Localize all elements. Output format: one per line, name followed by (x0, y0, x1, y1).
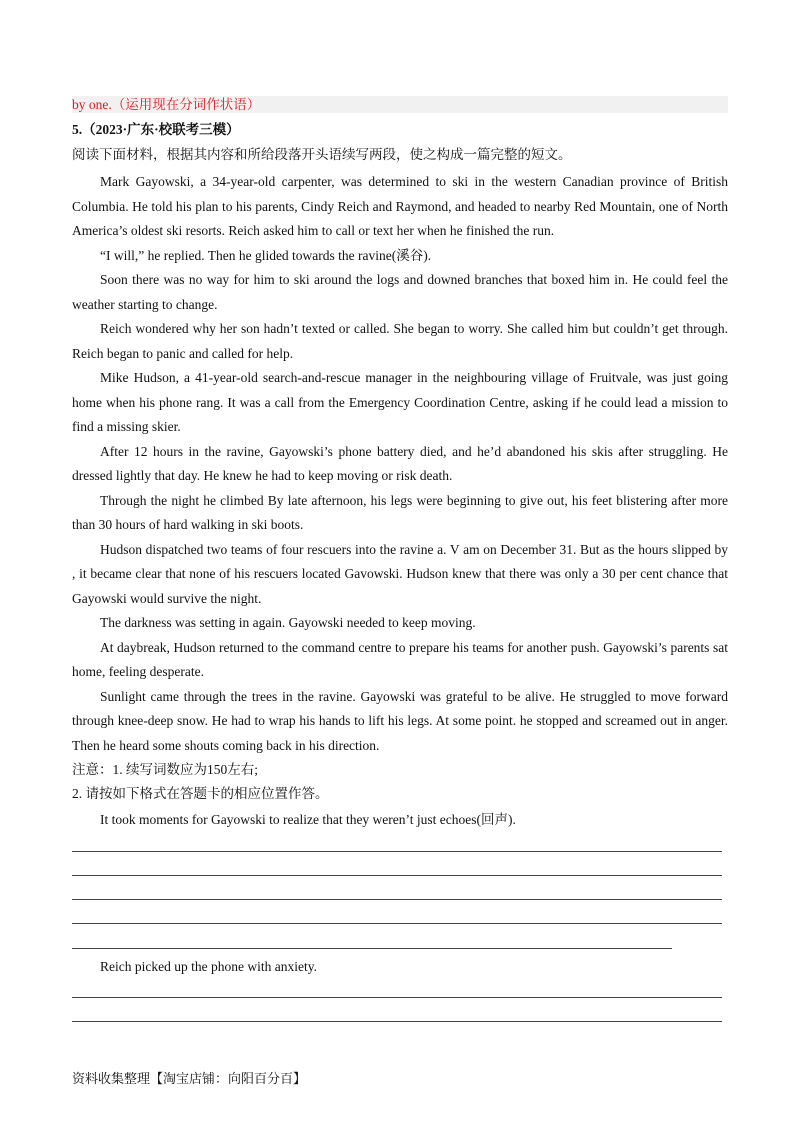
reading-passage (72, 170, 728, 758)
note-word-count: 注意：1. 续写词数应为150左右; (72, 762, 259, 777)
question-title: 5.（2023·广东·校联考三模） (72, 122, 240, 137)
answer-line[interactable] (72, 1021, 722, 1022)
answer-line[interactable] (72, 997, 722, 998)
paragraph-1-opening: It took moments for Gayowski to realize that they weren’t just echoes(回声). (100, 812, 516, 827)
passage-paragraph: Mike Hudson, a 41-year-old search-and-rescue manager in the neighbouring village of Fruitvale, was just going home when his phone rang. It was a call from the Emergency Coordination Centre, asking if he could lead a mission to find a missing skier. (72, 370, 728, 434)
answer-line[interactable] (72, 923, 722, 924)
answer-line[interactable] (72, 948, 672, 949)
passage-paragraph: Hudson dispatched two teams of four rescuers into the ravine a. V am on December 31. But as the hours slipped by , it became clear that none of his rescuers located Gavowski. Hudson knew that there was only a 30 per cent chance that Gayowski would survive the night. (72, 541, 728, 606)
answer-line[interactable] (72, 899, 722, 900)
answer-line[interactable] (72, 875, 722, 876)
note-format: 2. 请按如下格式在答题卡的相应位置作答。 (72, 786, 329, 801)
passage-paragraph: Reich wondered why her son hadn’t texted or called. She began to worry. She called him but couldn’t get through. Reich began to panic and called for help. (72, 321, 728, 361)
passage-paragraph: Sunlight came through the trees in the ravine. Gayowski was grateful to be alive. He struggled to move forward through knee-deep snow. He had to wrap his hands to lift his legs. At some point. he stopped and screamed out in anger. Then he heard some shouts coming back in his direction. (72, 688, 728, 753)
answer-line[interactable] (72, 851, 722, 852)
passage-paragraph: At daybreak, Hudson returned to the command centre to prepare his teams for another push. Gayowski’s parents sat home, feeling desperate. (72, 639, 728, 679)
passage-paragraph: Through the night he climbed By late afternoon, his legs were beginning to give out, his feet blistering after more than 30 hours of hard walking in ski boots. (72, 492, 728, 532)
passage-paragraph: After 12 hours in the ravine, Gayowski’s phone battery died, and he’d abandoned his skis after struggling. He dressed lightly that day. He knew he had to keep moving or risk death. (72, 443, 728, 483)
previous-question-tail: by one.（运用现在分词作状语） (72, 96, 728, 113)
passage-paragraph: Soon there was no way for him to ski around the logs and downed branches that boxed him in. He could feel the weather starting to change. (72, 272, 728, 312)
question-instruction: 阅读下面材料，根据其内容和所给段落开头语续写两段，使之构成一篇完整的短文。 (72, 147, 572, 162)
passage-paragraph: “I will,” he replied. Then he glided towards the ravine(溪谷). (100, 247, 432, 263)
passage-paragraph: Mark Gayowski, a 34-year-old carpenter, was determined to ski in the western Canadian province of British Columbia. He told his plan to his parents, Cindy Reich and Raymond, and headed to nearby Red Mountain, one of North America’s oldest ski resorts. Reich asked him to call or text her when he finished the run. (72, 174, 728, 238)
paragraph-2-opening: Reich picked up the phone with anxiety. (100, 959, 317, 974)
page-footer: 资料收集整理【淘宝店铺：向阳百分百】 (72, 1072, 307, 1087)
passage-paragraph: The darkness was setting in again. Gayowski needed to keep moving. (100, 615, 476, 630)
